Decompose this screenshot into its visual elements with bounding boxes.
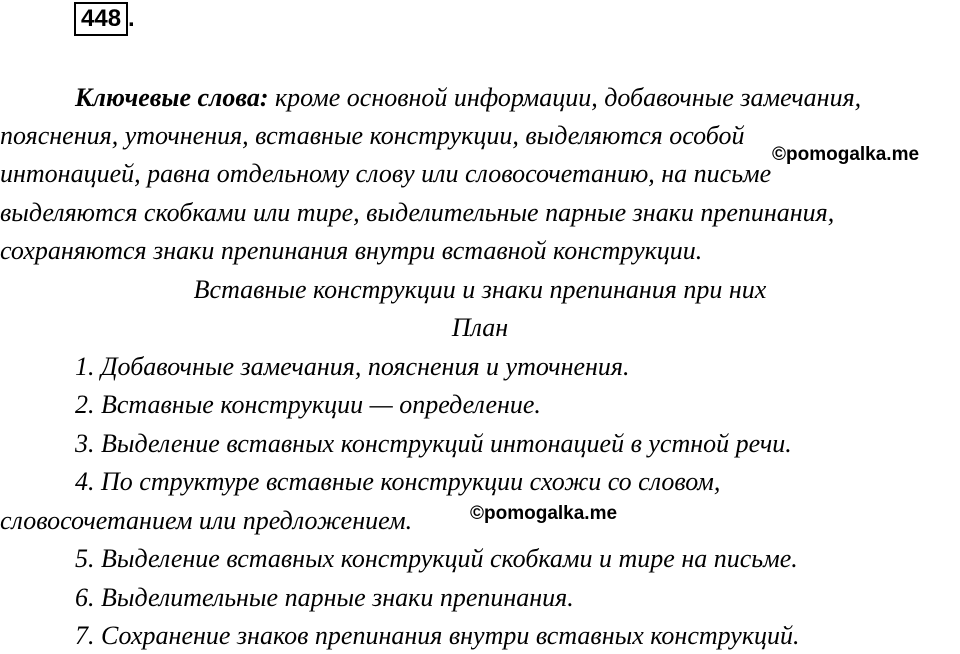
plan-item-7: 7. Сохранение знаков препинания внутри вставных конструкций. bbox=[75, 621, 800, 650]
plan-item-5: 5. Выделение вставных конструкций скобками и тире на письме. bbox=[75, 544, 798, 573]
plan-item-3: 3. Выделение вставных конструкций интонацией в устной речи. bbox=[75, 429, 792, 458]
plan-title: План bbox=[451, 313, 509, 342]
exercise-number bbox=[74, 2, 135, 36]
plan-item-2: 2. Вставные конструкции — определение. bbox=[75, 390, 541, 419]
plan-item-6: 6. Выделительные парные знаки препинания. bbox=[75, 583, 574, 612]
plan-item-1: 1. Добавочные замечания, пояснения и уточнения. bbox=[75, 352, 630, 381]
keywords-line-1 bbox=[75, 83, 861, 113]
keywords-line-2: пояснения, уточнения, вставные конструкции, выделяются особой bbox=[0, 121, 745, 150]
watermark-middle: ©pomogalka.me bbox=[470, 503, 618, 524]
keywords-label: Ключевые слова: bbox=[75, 83, 269, 112]
keywords-line-4: выделяются скобками или тире, выделительные парные знаки препинания, bbox=[0, 198, 835, 227]
keywords-line-1-text: кроме основной информации, добавочные замечания, bbox=[268, 83, 862, 112]
keywords-line-3: интонацией, равна отдельному слову или словосочетанию, на письме bbox=[0, 159, 772, 188]
plan-item-4-line-1: 4. По структуре вставные конструкции схожи со словом, bbox=[75, 467, 721, 496]
watermark-top: ©pomogalka.me bbox=[772, 144, 920, 165]
heading: Вставные конструкции и знаки препинания при них bbox=[193, 275, 767, 304]
exercise-number-box: 448 bbox=[74, 2, 128, 36]
keywords-line-5: сохраняются знаки препинания внутри вставной конструкции. bbox=[0, 236, 703, 265]
plan-item-4-line-2: словосочетанием или предложением. bbox=[0, 506, 413, 535]
exercise-number-dot: . bbox=[128, 5, 135, 32]
